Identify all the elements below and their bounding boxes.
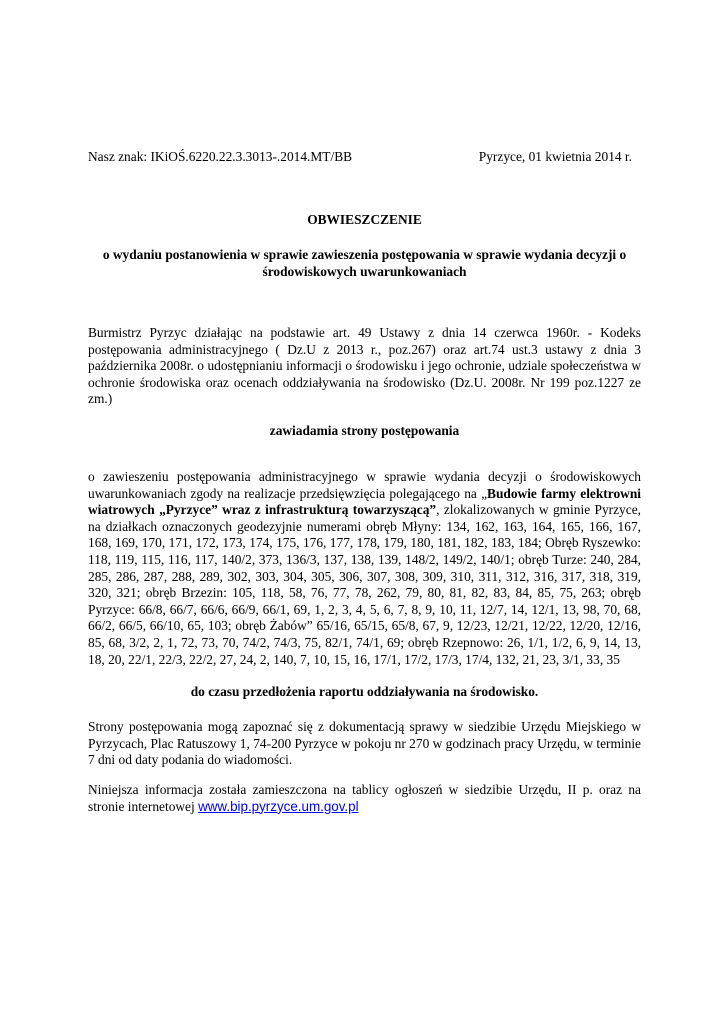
main-paragraph	[88, 469, 641, 668]
legal-basis-paragraph: Burmistrz Pyrzyc działając na podstawie art. 49 Ustawy z dnia 14 czerwca 1960r. - Kodeks postępowania administracyjnego ( Dz.U z 2013 r., poz.267) oraz art.74 ust.3 ustawy z dnia 3 października 2008r. o udostępnianiu informacji o środowisku i jego ochronie, udziale społeczeństwa w ochronie środowiska oraz ocenach oddziaływania na środowisko (Dz.U. 2008r. Nr 199 poz.1227 ze zm.)	[88, 325, 641, 407]
main-intro: o zawieszeniu postępowania administracyjnego w sprawie wydania decyzji o środowiskowych uwarunkowaniach zgody na realizacje przedsięwzięcia polegającego na „	[88, 469, 641, 501]
reference-line	[88, 149, 641, 167]
info-text: Niniejsza informacja została zamieszczona na tablicy ogłoszeń w siedzibie Urzędu, II p. oraz na stronie internetowej	[88, 782, 641, 814]
place-date: Pyrzyce, 01 kwietnia 2014 r.	[478, 149, 632, 164]
info-paragraph	[88, 782, 641, 815]
parties-paragraph: Strony postępowania mogą zapoznać się z dokumentacją sprawy w siedzibie Urzędu Miejskiego w Pyrzycach, Plac Ratuszowy 1, 74-200 Pyrzyce w pokoju nr 270 w godzinach pracy Urzędu, w terminie 7 dni od daty podania do wiadomości.	[88, 719, 641, 768]
document-subtitle: o wydaniu postanowienia w sprawie zawieszenia postępowania w sprawie wydania decyzji o środowiskowych uwarunkowaniach	[102, 247, 627, 279]
until-heading: do czasu przedłożenia raportu oddziaływania na środowisko.	[190, 684, 539, 699]
project-name: Budowie farmy elektrowni wiatrowych „Pyrzyce” wraz z infrastrukturą towarzyszącą”	[88, 485, 641, 518]
bip-website-link[interactable]: www.bip.pyrzyce.um.gov.pl	[198, 798, 359, 814]
reference-number: Nasz znak: IKiOŚ.6220.22.3.3013-.2014.MT/BB	[88, 149, 353, 164]
main-rest: , zlokalizowanych w gminie Pyrzyce, na działkach oznaczonych geodezyjnie numerami obręb Młyny: 134, 162, 163, 164, 165, 166, 167, 168, 169, 170, 171, 172, 173, 174, 175, 176, 177, 178, 179, 180, 181, 182, 183, 184; Obręb Ryszewko: 118, 119, 115, 116, 117, 140/2, 373, 136/3, 137, 138, 139, 148/2, 149/2, 140/1; obręb Turze: 240, 284, 285, 286, 287, 288, 289, 302, 303, 304, 305, 306, 307, 308, 309, 310, 311, 312, 316, 317, 318, 319, 320, 321; obręb Brzezin: 105, 118, 58, 76, 77, 78, 262, 79, 80, 81, 82, 83, 84, 85, 75, 263; obręb Pyrzyce: 66/8, 66/7, 66/6, 66/9, 66/1, 69, 1, 2, 3, 4, 5, 6, 7, 8, 9, 10, 11, 12/7, 14, 12/1, 13, 98, 70, 68, 66/2, 66/5, 66/10, 65, 103; obręb Żabów” 65/16, 65/15, 65/8, 67, 9, 12/23, 12/21, 12/22, 12/20, 12/16, 85, 68, 3/2, 2, 1, 72, 73, 70, 74/2, 74/3, 75, 82/1, 74/1, 69; obręb Rzepnowo: 26, 1/1, 1/2, 6, 9, 14, 13, 18, 20, 22/1, 22/3, 22/2, 27, 24, 2, 140, 7, 10, 15, 16, 17/1, 17/2, 17/3, 17/4, 132, 21, 23, 3/1, 33, 35	[88, 502, 641, 667]
notify-heading: zawiadamia strony postępowania	[269, 423, 460, 438]
document-title: OBWIESZCZENIE	[307, 212, 422, 227]
